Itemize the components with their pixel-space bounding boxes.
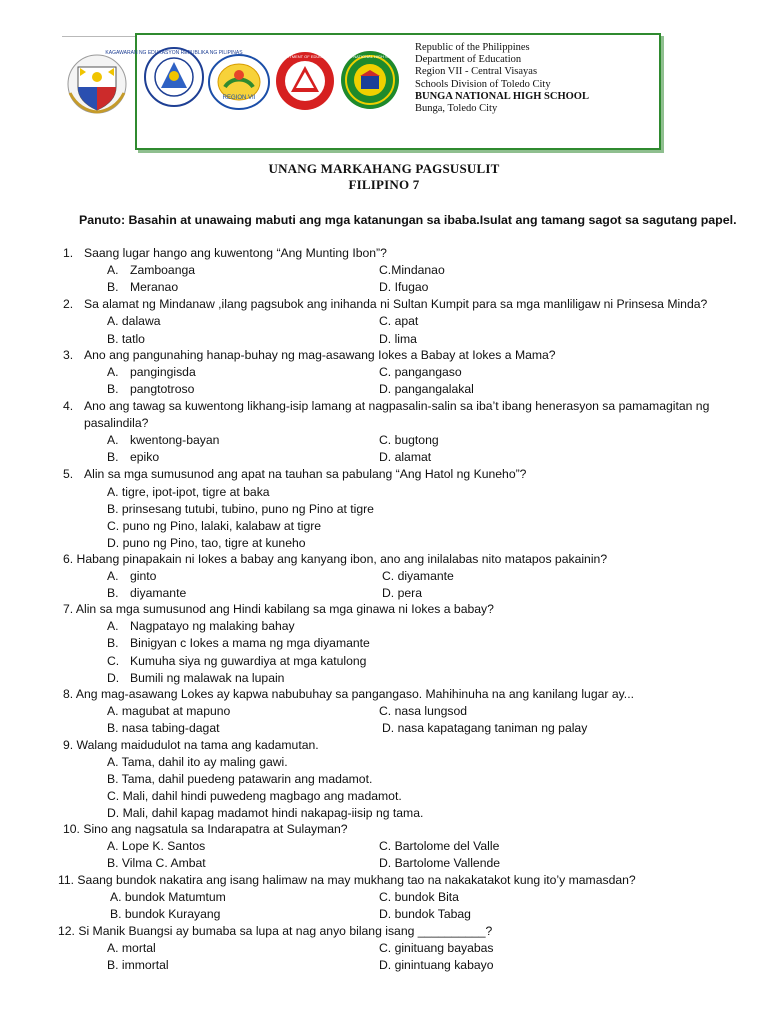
school-location: Bunga, Toledo City: [415, 103, 498, 115]
choice-a: Zamboanga: [130, 263, 196, 277]
choice-a: A. mortal: [107, 941, 156, 955]
choice-a: Nagpatayo ng malaking bahay: [130, 619, 295, 633]
choice-b: epiko: [130, 450, 160, 464]
choice-d: D. puno ng Pino, tao, tigre at kuneho: [107, 536, 306, 550]
choice-letter: A.: [107, 433, 119, 447]
choice-letter: A.: [107, 263, 119, 277]
address-line-division: Schools Division of Toledo City: [415, 78, 551, 90]
bunga-nhs-seal-icon: [340, 49, 400, 111]
choice-letter: A.: [107, 619, 119, 633]
choice-c: C.Mindanao: [379, 263, 445, 277]
address-line-country: Republic of the Philippines: [415, 42, 530, 53]
choice-c: C. ginituang bayabas: [379, 941, 494, 955]
question-number: 3.: [63, 348, 74, 362]
choice-a: A. Lope K. Santos: [107, 839, 206, 853]
choice-b: B. Tama, dahil puedeng patawarin ang madamot.: [107, 772, 373, 786]
choice-b: B. immortal: [107, 958, 169, 972]
choice-b: B. nasa tabing-dagat: [107, 721, 220, 735]
choice-d: D. alamat: [379, 450, 432, 464]
choice-a: kwentong-bayan: [130, 433, 220, 447]
choice-letter: A.: [107, 569, 119, 583]
question-number: 2.: [63, 297, 74, 311]
choice-d: D. nasa kapatagang taniman ng palay: [382, 721, 588, 735]
exam-title: UNANG MARKAHANG PAGSUSULIT: [268, 161, 500, 176]
choice-b: B. tatlo: [107, 332, 145, 346]
directions: Panuto: Basahin at unawaing mabuti ang mga katanungan sa ibaba.Isulat ang tamang sagot sa sagutang papel.: [79, 213, 737, 227]
question-text: 11. Saang bundok nakatira ang isang halimaw na may mukhang tao na nakakatakot kung ito’y mamasdan?: [58, 873, 636, 887]
choice-d: Bumili ng malawak na lupain: [130, 671, 285, 685]
region-seal-text: REGION VII: [222, 95, 256, 101]
choice-a: ginto: [130, 569, 157, 583]
choice-b: B. Vilma C. Ambat: [107, 856, 206, 870]
school-seal-text: BUNGA NATIONAL HIGH SCHOOL: [338, 54, 402, 59]
question-number: 1.: [63, 246, 74, 260]
choice-c: C. diyamante: [382, 569, 454, 583]
choice-a: A. tigre, ipot-ipot, tigre at baka: [107, 485, 270, 499]
question-text: 10. Sino ang nagsatula sa Indarapatra at Sulayman?: [63, 822, 348, 836]
choice-b: diyamante: [130, 586, 187, 600]
division-seal-text: DEPARTMENT OF EDUCATION: [275, 54, 335, 59]
choice-b: B. bundok Kurayang: [110, 907, 221, 921]
division-seal-icon: [275, 50, 335, 112]
choice-letter: B.: [107, 280, 119, 294]
choice-a: A. dalawa: [107, 314, 161, 328]
question-number: 4.: [63, 399, 74, 413]
question-text-continued: pasalindila?: [84, 416, 149, 430]
choice-b: Binigyan c Iokes a mama ng mga diyamante: [130, 636, 370, 650]
choice-d: D. Ifugao: [379, 280, 429, 294]
choice-a: pangingisda: [130, 365, 196, 379]
school-name: BUNGA NATIONAL HIGH SCHOOL: [415, 90, 589, 102]
choice-c: C. Mali, dahil hindi puwedeng magbago ang madamot.: [107, 789, 402, 803]
choice-letter: B.: [107, 382, 119, 396]
choice-c: C. puno ng Pino, lalaki, kalabaw at tigre: [107, 519, 322, 533]
question-text: Saang lugar hango ang kuwentong “Ang Munting Ibon”?: [84, 246, 387, 260]
choice-letter: B.: [107, 586, 119, 600]
question-text: Alin sa mga sumusunod ang apat na tauhan sa pabulang “Ang Hatol ng Kuneho”?: [84, 467, 527, 481]
address-line-department: Department of Education: [415, 54, 522, 66]
school-address: [415, 42, 655, 115]
choice-letter: B.: [107, 636, 119, 650]
choice-d: D. Mali, dahil kapag madamot hindi nakapag-iisip ng tama.: [107, 806, 424, 820]
address-line-region: Region VII - Central Visayas: [415, 66, 538, 78]
choice-d: D. pangangalakal: [379, 382, 474, 396]
question-text: Sa alamat ng Mindanaw ,ilang pagsubok ang inihanda ni Sultan Kumpit para sa mga manliligaw ni Prinsesa Minda?: [84, 297, 708, 311]
choice-c: C. pangangaso: [379, 365, 462, 379]
question-text: 7. Alin sa mga sumusunod ang Hindi kabilang sa mga ginawa ni Iokes a babay?: [63, 602, 494, 616]
choice-d: D. Bartolome Vallende: [379, 856, 501, 870]
choice-d: D. ginintuang kabayo: [379, 958, 494, 972]
question-text: Ano ang pangunahing hanap-buhay ng mag-asawang Iokes a Babay at Iokes a Mama?: [84, 348, 556, 362]
region-vii-seal-icon: [207, 53, 271, 111]
choice-a: A. bundok Matumtum: [110, 890, 226, 904]
choice-c: C. bundok Bita: [379, 890, 459, 904]
question-text: 8. Ang mag-asawang Lokes ay kapwa nabubuhay sa pangangaso. Mahihinuha na ang kanilang lugar ay...: [63, 687, 634, 701]
question-text: 12. Si Manik Buangsi ay bumaba sa lupa at nag anyo bilang isang __________?: [58, 924, 493, 938]
choice-a: A. Tama, dahil ito ay maling gawi.: [107, 755, 288, 769]
choice-b: pangtotroso: [130, 382, 195, 396]
question-text: 9. Walang maidudulot na tama ang kadamutan.: [63, 738, 319, 752]
choice-a: A. magubat at mapuno: [107, 704, 231, 718]
choice-letter: D.: [107, 671, 120, 685]
choice-c: C. Bartolome del Valle: [379, 839, 500, 853]
philippine-seal-icon: [66, 53, 128, 115]
question-text: Ano ang tawag sa kuwentong likhang-isip lamang at nagpasalin-salin sa iba’t ibang henerasyon sa pamamagitan ng: [84, 399, 710, 413]
choice-b: Meranao: [130, 280, 179, 294]
question-number: 5.: [63, 467, 74, 481]
choice-c: Kumuha siya ng guwardiya at mga katulong: [130, 654, 367, 668]
choice-letter: A.: [107, 365, 119, 379]
question-text: 6. Habang pinapakain ni Iokes a babay ang kanyang ibon, ano ang inilalabas nito matapos pakainin?: [63, 552, 608, 566]
choice-letter: B.: [107, 450, 119, 464]
choice-letter: C.: [107, 654, 120, 668]
choice-c: C. nasa lungsod: [379, 704, 468, 718]
choice-d: D. lima: [379, 332, 417, 346]
choice-b: B. prinsesang tutubi, tubino, puno ng Pino at tigre: [107, 502, 374, 516]
choice-c: C. bugtong: [379, 433, 439, 447]
exam-subject: FILIPINO 7: [348, 177, 420, 192]
choice-d: D. bundok Tabag: [379, 907, 471, 921]
deped-seal-text: KAGAWARAN NG EDUKASYON REPUBLIKA NG PILIPINAS: [105, 50, 243, 56]
choice-c: C. apat: [379, 314, 419, 328]
choice-d: D. pera: [382, 586, 422, 600]
